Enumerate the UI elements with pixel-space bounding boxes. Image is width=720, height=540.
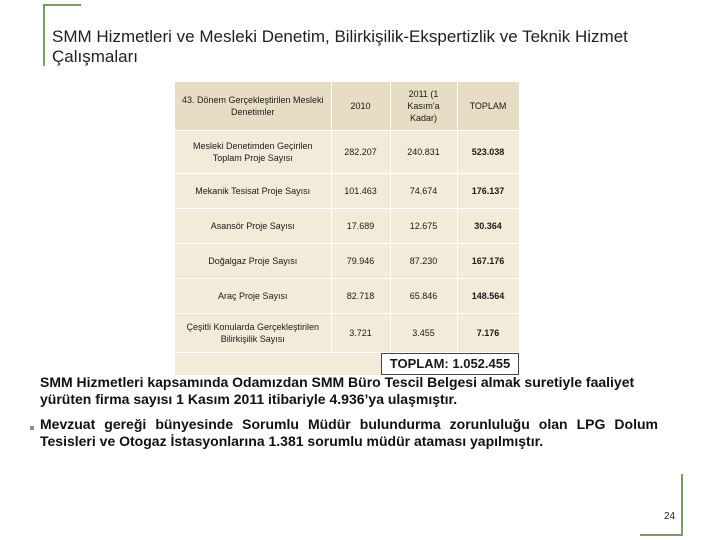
header-cell: TOPLAM — [457, 82, 519, 131]
cell-2011: 3.455 — [390, 314, 457, 353]
cell-2011: 74.674 — [390, 174, 457, 209]
footer-bracket-horizontal — [640, 534, 683, 536]
table-row — [175, 131, 519, 174]
row-label: Araç Proje Sayısı — [175, 279, 331, 314]
cell-2011: 240.831 — [390, 131, 457, 174]
cell-2011: 65.846 — [390, 279, 457, 314]
paragraph-lpg: Mevzuat gereği bünyesinde Sorumlu Müdür bulundurma zorunluluğu olan LPG Dolum Tesisleri ve Otogaz İstasyonlarına 1.381 sorumlu müdür ataması yapılmıştır. — [40, 416, 658, 449]
paragraph-smm-buro: SMM Hizmetleri kapsamında Odamızdan SMM Büro Tescil Belgesi almak suretiyle faaliyet yürüten firma sayısı 1 Kasım 2011 itibariyle 4.936’ya ulaşmıştır. — [40, 374, 635, 407]
row-label: Mesleki Denetimden Geçirilen Toplam Proje Sayısı — [175, 131, 331, 174]
cell-total: 148.564 — [457, 279, 519, 314]
cell-2010: 79.946 — [331, 244, 390, 279]
table-row — [175, 209, 519, 244]
cell-2010: 17.689 — [331, 209, 390, 244]
total-bar — [175, 353, 519, 375]
bullet-marker — [30, 426, 34, 430]
cell-2010: 82.718 — [331, 279, 390, 314]
table-row — [175, 279, 519, 314]
slide-title: SMM Hizmetleri ve Mesleki Denetim, Bilirkişilik-Ekspertizlik ve Teknik Hizmet Çalışmaları — [52, 27, 628, 66]
header-cell: 43. Dönem Gerçekleştirilen Mesleki Denetimler — [175, 82, 331, 131]
row-label: Mekanik Tesisat Proje Sayısı — [175, 174, 331, 209]
table-row — [175, 314, 519, 353]
cell-total: 176.137 — [457, 174, 519, 209]
title-bracket-horizontal — [43, 4, 81, 6]
cell-2010: 3.721 — [331, 314, 390, 353]
cell-total: 30.364 — [457, 209, 519, 244]
grand-total: TOPLAM: 1.052.455 — [381, 353, 519, 375]
page-number: 24 — [664, 511, 676, 522]
cell-2011: 12.675 — [390, 209, 457, 244]
cell-2010: 101.463 — [331, 174, 390, 209]
denetim-table — [175, 82, 519, 375]
row-label: Asansör Proje Sayısı — [175, 209, 331, 244]
cell-total: 7.176 — [457, 314, 519, 353]
title-bracket-vertical — [43, 4, 45, 66]
header-cell: 2011 (1 Kasım'a Kadar) — [390, 82, 457, 131]
cell-total: 167.176 — [457, 244, 519, 279]
footer-bracket-vertical — [681, 474, 683, 536]
table-header-row — [175, 82, 519, 131]
table-row — [175, 174, 519, 209]
denetim-grid — [175, 82, 520, 353]
cell-2011: 87.230 — [390, 244, 457, 279]
row-label: Doğalgaz Proje Sayısı — [175, 244, 331, 279]
header-cell: 2010 — [331, 82, 390, 131]
cell-2010: 282.207 — [331, 131, 390, 174]
row-label: Çeşitli Konularda Gerçekleştirilen Bilirkişilik Sayısı — [175, 314, 331, 353]
cell-total: 523.038 — [457, 131, 519, 174]
table-row — [175, 244, 519, 279]
